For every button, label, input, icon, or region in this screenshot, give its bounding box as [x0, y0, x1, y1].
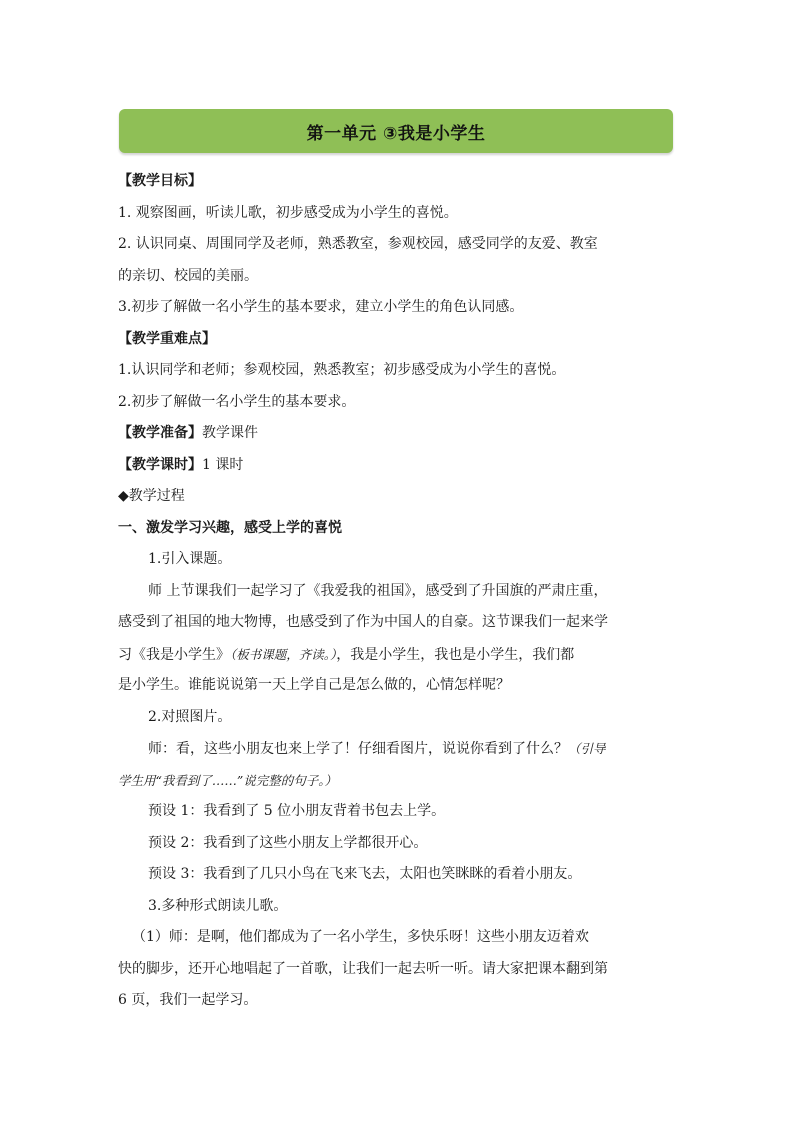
lesson-title: 第一单元 ③我是小学生 — [306, 123, 486, 144]
guide-note-start: （引导 — [568, 741, 606, 756]
paragraph-3-line-3: 6 页，我们一起学习。 — [118, 992, 258, 1008]
objective-1: 1. 观察图画，听读儿歌，初步感受成为小学生的喜悦。 — [118, 204, 458, 221]
lesson-hours-label: 【教学课时】 — [118, 456, 202, 473]
paragraph-1-line-3-end: ，我是小学生，我也是小学生，我们都 — [336, 646, 575, 663]
lesson-title-bar — [119, 109, 673, 153]
paragraph-1-line-3-start: 习《我是小学生》 — [118, 646, 230, 663]
paragraph-3-line-2: 快的脚步，还开心地唱起了一首歌，让我们一起去听一听。请大家把课本翻到第 — [118, 960, 608, 977]
paragraph-1-line-2: 感受到了祖国的地大物博，也感受到了作为中国人的自豪。这节课我们一起来学 — [118, 614, 608, 630]
paragraph-3-line-1: （1）师：是啊，他们都成为了一名小学生，多快乐呀！这些小朋友迈着欢 — [132, 929, 589, 945]
paragraph-1-line-3 — [118, 639, 678, 671]
lesson-hours-value: 1 课时 — [202, 456, 244, 473]
preparation-line — [118, 418, 678, 450]
preset-1: 预设 1：我看到了 5 位小朋友背着书包去上学。 — [148, 803, 446, 819]
keypoints-heading: 【教学重难点】 — [118, 330, 216, 347]
step-3: 3.多种形式朗读儿歌。 — [148, 897, 288, 914]
keypoint-2: 2.初步了解做一名小学生的基本要求。 — [118, 393, 356, 410]
paragraph-2-line-1 — [118, 733, 678, 765]
lesson-hours-line — [118, 450, 678, 482]
preparation-value: 教学课件 — [202, 425, 258, 441]
step-1: 1.引入课题。 — [148, 551, 232, 567]
objective-2-line-2: 的亲切、校园的美丽。 — [118, 267, 258, 284]
paragraph-1-line-4: 是小学生。谁能说说第一天上学自己是怎么做的，心情怎样呢？ — [118, 677, 510, 693]
paragraph-1-line-1: 师 上节课我们一起学习了《我爱我的祖国》，感受到了升国旗的严肃庄重， — [148, 582, 608, 599]
step-2: 2.对照图片。 — [148, 708, 232, 725]
keypoint-1: 1.认识同学和老师；参观校园，熟悉教室；初步感受成为小学生的喜悦。 — [118, 362, 566, 378]
lesson-content — [118, 166, 678, 1017]
section-1-heading: 一、激发学习兴趣，感受上学的喜悦 — [118, 519, 342, 536]
objective-2-line-1: 2. 认识同桌、周围同学及老师，熟悉教室，参观校园，感受同学的友爱、教室 — [118, 236, 598, 252]
board-note: （板书课题，齐读。） — [230, 646, 337, 662]
preparation-label: 【教学准备】 — [118, 425, 202, 441]
preset-3: 预设 3：我看到了几只小鸟在飞来飞去，太阳也笑眯眯的看着小朋友。 — [148, 866, 582, 882]
process-heading: ◆教学过程 — [118, 488, 185, 504]
preset-2: 预设 2：我看到了这些小朋友上学都很开心。 — [148, 834, 428, 851]
objective-3: 3.初步了解做一名小学生的基本要求，建立小学生的角色认同感。 — [118, 299, 524, 315]
objectives-heading: 【教学目标】 — [118, 173, 202, 189]
guide-note-end: 学生用“我看到了……”说完整的句子。） — [118, 772, 338, 788]
paragraph-2-line-1-text: 师：看，这些小朋友也来上学了！仔细看图片，说说你看到了什么？ — [148, 741, 568, 757]
